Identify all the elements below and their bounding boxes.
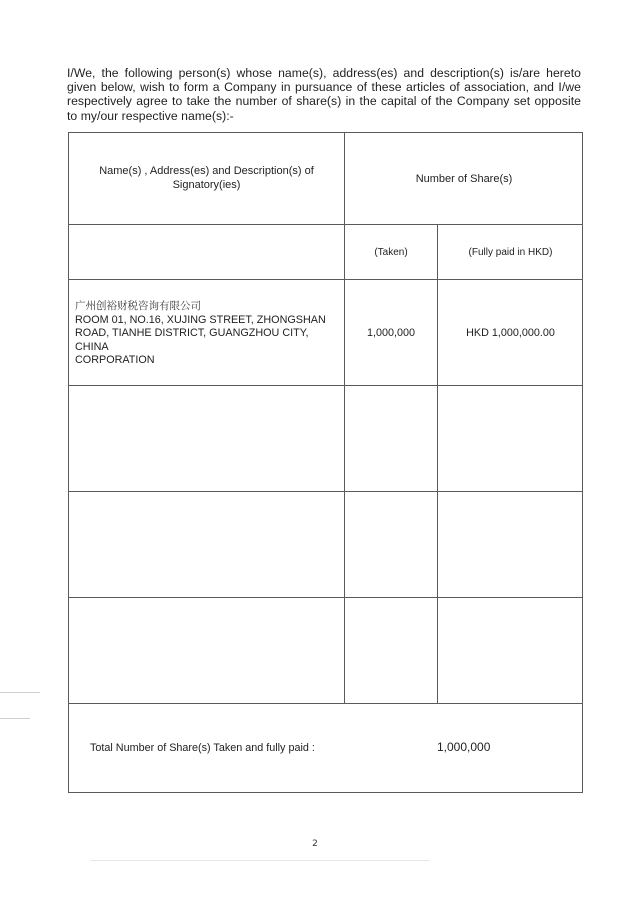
row-divider [69, 597, 582, 598]
page-number: 2 [312, 839, 318, 849]
subheader-fully-paid: (Fully paid in HKD) [468, 246, 553, 258]
row-divider [69, 491, 582, 492]
subscriber-address-line: ROOM 01, NO.16, XUJING STREET, ZHONGSHAN [75, 313, 326, 326]
header-name-address [69, 133, 344, 224]
total-label: Total Number of Share(s) Taken and fully paid : [90, 742, 315, 754]
subscriber-details [75, 300, 343, 368]
subheader-taken: (Taken) [374, 246, 408, 258]
subscriber-chinese-name: 广州创裕财税咨询有限公司 [75, 300, 201, 312]
total-value: 1,000,000 [437, 740, 491, 754]
scan-artifact [0, 692, 40, 693]
header-name-label: Name(s) , Address(es) and Description(s) of Signatory(ies) [99, 165, 314, 191]
row-divider [69, 385, 582, 386]
subscriber-address-line: ROAD, TIANHE DISTRICT, GUANGZHOU CITY, [75, 327, 309, 339]
subscriber-shares-taken: 1,000,000 [366, 326, 416, 339]
header-number-of-shares: Number of Share(s) [415, 172, 513, 185]
subscriber-address-line: CHINA [75, 340, 109, 353]
subscriber-shares-fully-paid: HKD 1,000,000.00 [466, 326, 555, 339]
scan-artifact [90, 860, 430, 861]
scan-artifact [0, 718, 30, 719]
intro-paragraph: I/We, the following person(s) whose name(s), address(es) and description(s) is/are hereto given below, wish to form a Company in pursuance of these articles of association, and I/we respectively agree to take the number of share(s) in the capital of the Company set opposite to my/our respective name(s):- [67, 66, 581, 123]
subscriber-description: CORPORATION [75, 354, 155, 366]
row-divider [69, 703, 582, 704]
subscriber-table [68, 132, 583, 793]
